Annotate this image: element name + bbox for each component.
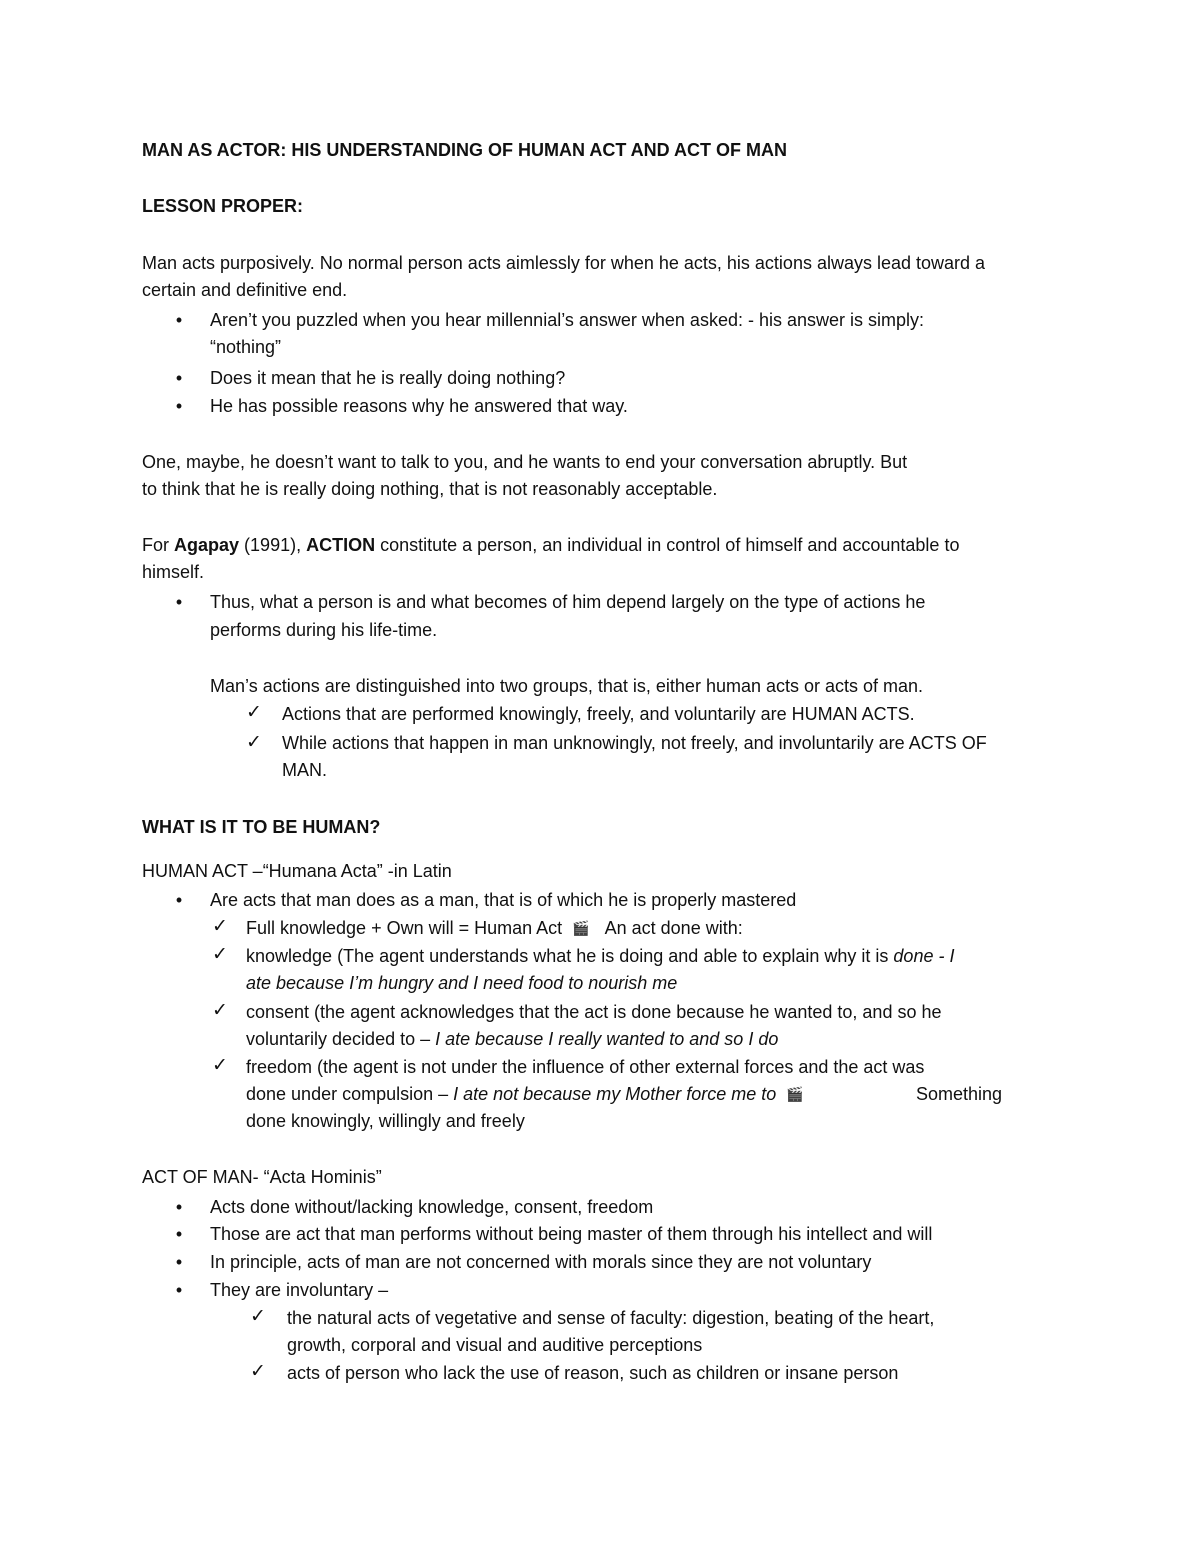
human-act-check-2-line-1 [246, 944, 954, 968]
act-of-man-bullet-4: They are involuntary – [210, 1280, 389, 1300]
thus-bullet-line-2: performs during his life-time. [210, 620, 438, 640]
agapay-for: For [142, 535, 175, 555]
human-act-done-with: An act done with: [604, 918, 743, 938]
human-act-bullet: Are acts that man does as a man, that is of which he is properly mastered [210, 890, 797, 910]
document-title: MAN AS ACTOR: HIS UNDERSTANDING OF HUMAN ACT AND ACT OF MAN [142, 140, 787, 160]
act-of-man-check-1-line-1: the natural acts of vegetative and sense of faculty: digestion, beating of the heart, [287, 1308, 935, 1328]
lesson-heading: LESSON PROPER: [142, 196, 304, 216]
bullet-icon: • [175, 310, 183, 330]
something-text: Something [916, 1084, 1003, 1104]
bullet-icon: • [175, 368, 183, 388]
distinguish-check-2-line-1: While actions that happen in man unknowingly, not freely, and involuntarily are ACTS OF [282, 733, 987, 753]
human-act-heading: HUMAN ACT –“Humana Acta” -in Latin [142, 861, 452, 881]
distinguish-line: Man’s actions are distinguished into two groups, that is, either human acts or acts of man. [210, 676, 924, 696]
clapper-icon: 🎬 [572, 921, 590, 937]
human-act-check-4-line-2 [246, 1082, 804, 1106]
act-of-man-bullet-3: In principle, acts of man are not concerned with morals since they are not voluntary [210, 1252, 872, 1272]
agapay-line-1 [142, 533, 959, 557]
agapay-rest: constitute a person, an individual in control of himself and accountable to [375, 535, 960, 555]
check-icon: ✓ [246, 731, 262, 753]
act-of-man-check-2: acts of person who lack the use of reason, such as children or insane person [287, 1363, 899, 1383]
bullet-icon: • [175, 1224, 183, 1244]
intro-bullet-1-line-2: “nothing” [210, 337, 282, 357]
act-of-man-check-1-line-2: growth, corporal and visual and auditive perceptions [287, 1335, 703, 1355]
intro-bullet-2: Does it mean that he is really doing nothing? [210, 368, 566, 388]
freedom-text: done under compulsion – [246, 1084, 454, 1104]
act-of-man-bullet-2: Those are act that man performs without being master of them through his intellect and will [210, 1224, 933, 1244]
human-act-check-4-line-1: freedom (the agent is not under the influence of other external forces and the act was [246, 1057, 925, 1077]
intro-line-1: Man acts purposively. No normal person acts aimlessly for when he acts, his actions always lead toward a [142, 253, 986, 273]
what-heading: WHAT IS IT TO BE HUMAN? [142, 817, 381, 837]
human-act-check-3-line-1: consent (the agent acknowledges that the act is done because he wanted to, and so he [246, 1002, 942, 1022]
para-one-line-1: One, maybe, he doesn’t want to talk to you, and he wants to end your conversation abruptly. But [142, 452, 908, 472]
intro-line-2: certain and definitive end. [142, 280, 348, 300]
check-icon: ✓ [250, 1360, 266, 1382]
bullet-icon: • [175, 396, 183, 416]
agapay-action: ACTION [306, 535, 376, 555]
consent-example: I ate because I really wanted to and so I do [435, 1029, 779, 1049]
knowledge-example-start: done - I [893, 946, 955, 966]
check-icon: ✓ [250, 1305, 266, 1327]
agapay-year: (1991), [239, 535, 307, 555]
check-icon: ✓ [212, 999, 228, 1021]
intro-bullet-1-line-1: Aren’t you puzzled when you hear millennial’s answer when asked: - his answer is simply: [210, 310, 925, 330]
human-act-check-3-line-2 [246, 1027, 778, 1051]
clapper-icon: 🎬 [786, 1087, 804, 1103]
check-icon: ✓ [212, 943, 228, 965]
human-act-check-4-line-3: done knowingly, willingly and freely [246, 1111, 525, 1131]
consent-text: voluntarily decided to – [246, 1029, 436, 1049]
bullet-icon: • [175, 890, 183, 910]
act-of-man-bullet-1: Acts done without/lacking knowledge, consent, freedom [210, 1197, 654, 1217]
check-icon: ✓ [246, 701, 262, 723]
bullet-icon: • [175, 1252, 183, 1272]
check-icon: ✓ [212, 915, 228, 937]
intro-bullet-3: He has possible reasons why he answered that way. [210, 396, 628, 416]
check-icon: ✓ [212, 1054, 228, 1076]
human-act-check-1 [246, 916, 743, 940]
bullet-icon: • [175, 1280, 183, 1300]
freedom-example: I ate not because my Mother force me to [453, 1084, 777, 1104]
human-act-formula: Full knowledge + Own will = Human Act [246, 918, 563, 938]
agapay-line-2: himself. [142, 562, 205, 582]
knowledge-text: knowledge (The agent understands what he is doing and able to explain why it is [246, 946, 894, 966]
bullet-icon: • [175, 592, 183, 612]
act-of-man-heading: ACT OF MAN- “Acta Hominis” [142, 1167, 382, 1187]
human-act-check-2-line-2: ate because I’m hungry and I need food to nourish me [246, 973, 678, 993]
distinguish-check-1: Actions that are performed knowingly, freely, and voluntarily are HUMAN ACTS. [282, 704, 915, 724]
para-one-line-2: to think that he is really doing nothing, that is not reasonably acceptable. [142, 479, 718, 499]
bullet-icon: • [175, 1197, 183, 1217]
distinguish-check-2-line-2: MAN. [282, 760, 327, 780]
agapay-name: Agapay [174, 535, 240, 555]
thus-bullet-line-1: Thus, what a person is and what becomes of him depend largely on the type of actions he [210, 592, 926, 612]
